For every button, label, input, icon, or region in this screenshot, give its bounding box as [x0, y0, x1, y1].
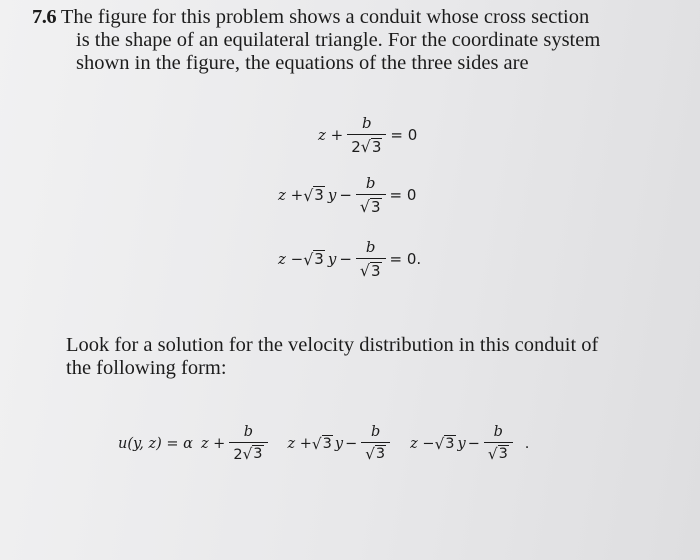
radical-sign: √	[434, 434, 445, 453]
term3-minus: −	[467, 435, 480, 452]
radical-sign: √	[303, 249, 314, 269]
eq3-fraction	[356, 238, 386, 280]
eq2-minus: −	[339, 186, 352, 204]
eq1-radicand: 3	[371, 137, 382, 156]
term3-fraction	[484, 424, 513, 463]
problem-line-1	[32, 6, 672, 29]
radical-sign: √	[242, 445, 253, 463]
term2-radicand: 3	[322, 435, 332, 452]
radical-sign: √	[311, 434, 322, 453]
term3-lhs: z −	[410, 435, 435, 452]
term2-minus: −	[345, 435, 358, 452]
eq2-numerator: b	[365, 174, 376, 192]
term2-fraction	[361, 424, 390, 463]
term1-radicand: 3	[253, 446, 263, 463]
term2-den-sqrt	[365, 445, 386, 463]
term1-sqrt	[243, 445, 264, 463]
term3-den-radicand: 3	[498, 446, 508, 463]
eq2-fraction	[356, 174, 386, 216]
eq3-minus: −	[339, 250, 352, 268]
eq1-fraction	[347, 114, 386, 156]
equation-side-3	[278, 238, 421, 280]
eq3-var: y	[327, 250, 337, 268]
radical-sign: √	[359, 197, 370, 216]
problem-number: 7.6	[32, 6, 57, 28]
term1-den-coef: 2	[233, 447, 243, 463]
eq2-sqrt	[303, 186, 325, 205]
eq3-sqrt	[303, 250, 325, 269]
radical-sign: √	[359, 261, 370, 280]
eq1-denominator	[347, 134, 386, 156]
eq3-den-radicand: 3	[370, 261, 381, 280]
radical-sign: √	[303, 185, 314, 205]
problem-line-2: is the shape of an equilateral triangle. For the coordinate system	[76, 29, 601, 51]
term2-numerator: b	[371, 424, 381, 440]
eq3-denominator	[356, 258, 386, 280]
term3-var: y	[457, 435, 466, 452]
equation-side-1	[318, 114, 417, 156]
term3-den-sqrt	[488, 445, 509, 463]
term1-fraction	[229, 424, 267, 463]
term3-sqrt	[435, 435, 456, 453]
term2-var: y	[334, 435, 344, 452]
eq2-denominator	[356, 194, 386, 216]
term1-denominator	[229, 442, 267, 463]
term2-lhs: z +	[287, 435, 312, 452]
eq2-radicand: 3	[314, 186, 324, 205]
problem-statement	[32, 6, 672, 75]
eq2-var: y	[327, 186, 337, 204]
eq1-lhs: z +	[318, 126, 344, 144]
eq1-den-coef: 2	[351, 138, 361, 156]
eq3-den-sqrt	[360, 261, 382, 280]
eq3-lhs: z −	[278, 250, 304, 268]
problem-text-1: The figure for this problem shows a conduit whose cross section	[60, 6, 590, 28]
solution-line-1: Look for a solution for the velocity distribution in this conduit of	[66, 334, 599, 356]
eq2-rhs: = 0	[389, 186, 417, 204]
term2-denominator	[361, 442, 390, 463]
eq1-sqrt	[361, 137, 383, 156]
term2-den-radicand: 3	[375, 446, 386, 463]
term3-radicand: 3	[445, 435, 455, 452]
term1-lhs: z +	[200, 435, 226, 452]
eq3-radicand: 3	[314, 250, 324, 269]
eq2-den-radicand: 3	[370, 197, 381, 216]
eq3-numerator: b	[365, 238, 376, 256]
radical-sign: √	[365, 445, 375, 463]
term3-denominator	[484, 442, 513, 463]
eq2-den-sqrt	[360, 197, 382, 216]
equation-side-2	[278, 174, 416, 216]
solution-statement	[66, 334, 676, 380]
radical-sign: √	[487, 445, 498, 463]
solution-line-2: the following form:	[66, 357, 227, 379]
formula-end: .	[524, 435, 530, 452]
term1-numerator: b	[243, 424, 254, 440]
radical-sign: √	[360, 137, 371, 156]
eq2-lhs: z +	[278, 186, 304, 204]
velocity-formula	[118, 424, 529, 463]
formula-lhs: u(y, z) = α	[118, 435, 193, 452]
eq3-rhs: = 0.	[389, 250, 422, 268]
term3-numerator: b	[493, 424, 503, 440]
term2-sqrt	[312, 435, 333, 453]
eq1-rhs: = 0	[390, 126, 418, 144]
eq1-numerator: b	[362, 114, 372, 132]
problem-line-3: shown in the figure, the equations of the three sides are	[76, 52, 529, 74]
